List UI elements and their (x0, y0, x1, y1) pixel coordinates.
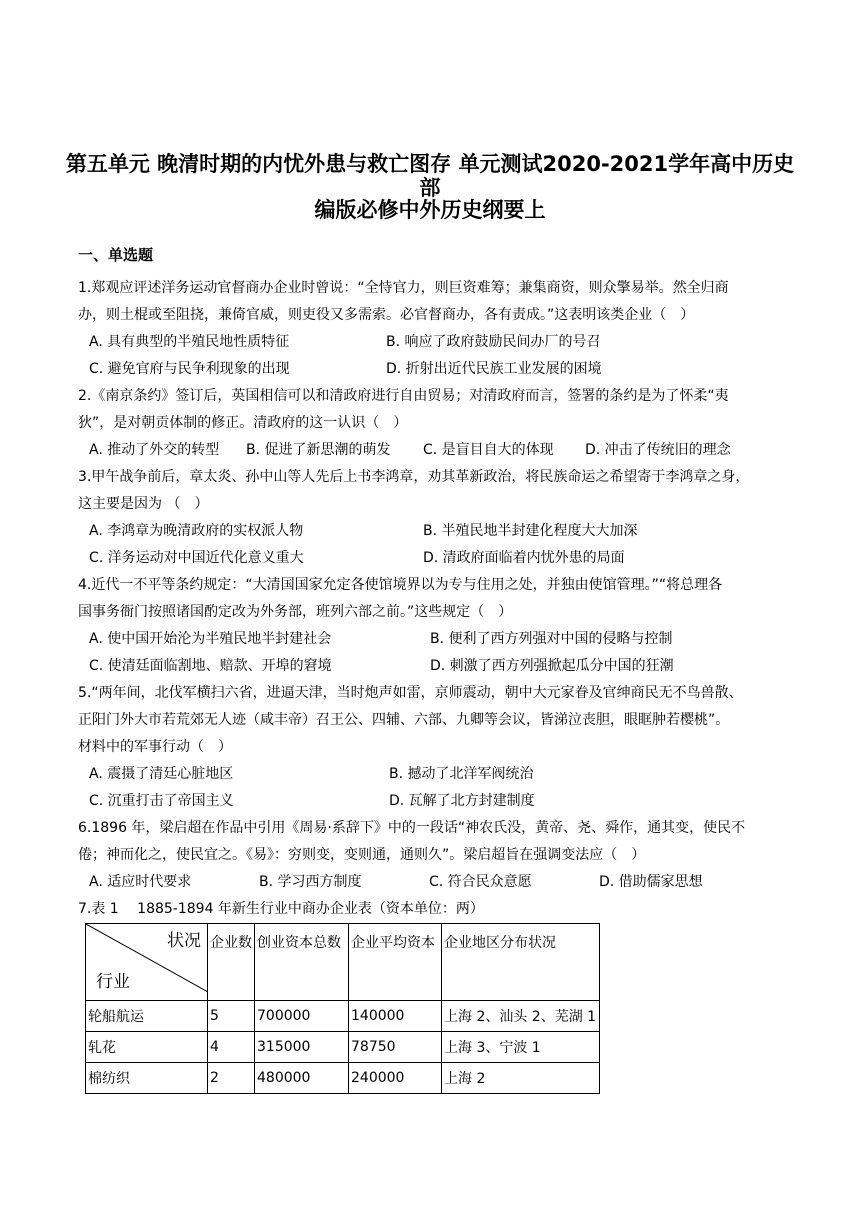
question-1-line-2: 办，则土棍或至阻挠，兼倚官威，则吏役又多需索。必官督商办，各有责成。”这表明该类企业（ ） (78, 307, 695, 323)
question-1-option-a[interactable]: A. 具有典型的半殖民地性质特征 (89, 334, 290, 350)
question-6-line-2: 倦；神而化之，使民宜之。《易》：穷则变，变则通，通则久”。梁启超旨在强调变法应（ ） (78, 847, 646, 863)
question-5-option-a[interactable]: A. 震摄了清廷心脏地区 (89, 766, 234, 782)
table-row (86, 1063, 600, 1094)
question-6-option-a[interactable]: A. 适应时代要求 (89, 874, 192, 890)
question-5-line-3: 材料中的军事行动（ ） (78, 739, 232, 755)
table-header-cell: 企业数 (208, 924, 255, 1001)
enterprise-table (85, 923, 600, 1094)
question-1-option-b[interactable]: B. 响应了政府鼓励民间办厂的号召 (386, 334, 601, 350)
table-cell: 240000 (349, 1063, 442, 1094)
table-cell: 480000 (255, 1063, 349, 1094)
question-7-line-1: 7.表 1 1885-1894 年新生行业中商办企业表（资本单位：两） (78, 901, 484, 917)
question-5-option-c[interactable]: C. 沉重打击了帝国主义 (89, 793, 234, 809)
question-1-line-1: 1.郑观应评述洋务运动官督商办企业时曾说：“全恃官力，则巨资难筹；兼集商资，则众擎易举。然全归商 (78, 280, 729, 296)
table-cell: 2 (208, 1063, 255, 1094)
question-6-option-b[interactable]: B. 学习西方制度 (259, 874, 362, 890)
table-header-cell: 创业资本总数 (255, 924, 349, 1001)
table-cell: 700000 (255, 1001, 349, 1032)
table-cell: 315000 (255, 1032, 349, 1063)
question-2-option-b[interactable]: B. 促进了新思潮的萌发 (246, 442, 391, 458)
question-2-option-d[interactable]: D. 冲击了传统旧的理念 (585, 442, 731, 458)
question-4-option-d[interactable]: D. 刺激了西方列强掀起瓜分中国的狂潮 (430, 658, 674, 674)
question-3-line-1: 3.甲午战争前后，章太炎、孙中山等人先后上书李鸿章，劝其革新政治，将民族命运之希望寄于李鸿章之身， (78, 469, 750, 485)
question-3-option-a[interactable]: A. 李鸿章为晚清政府的实权派人物 (89, 523, 304, 539)
question-1-option-c[interactable]: C. 避免官府与民争利现象的出现 (89, 361, 290, 377)
question-5-line-1: 5.“两年间，北伐军横扫六省，进逼天津，当时炮声如雷，京师震动，朝中大元家眷及官绅商民无不鸟兽散、 (78, 685, 743, 701)
table-cell: 上海 2 (442, 1063, 600, 1094)
question-3-option-c[interactable]: C. 洋务运动对中国近代化意义重大 (89, 550, 304, 566)
table-row (86, 1032, 600, 1063)
question-3-option-d[interactable]: D. 清政府面临着内忧外患的局面 (423, 550, 625, 566)
table-cell: 轧花 (86, 1032, 208, 1063)
question-4-line-2: 国事务衙门按照诸国酌定改为外务部，班列六部之前。”这些规定（ ） (78, 604, 513, 620)
table-corner-cell (86, 924, 208, 1001)
corner-label-status: 状况 (167, 931, 201, 951)
question-2-option-a[interactable]: A. 推动了外交的转型 (89, 442, 220, 458)
question-4-option-b[interactable]: B. 便利了西方列强对中国的侵略与控制 (430, 631, 673, 647)
table-cell: 棉纺织 (86, 1063, 208, 1094)
question-4-option-c[interactable]: C. 使清廷面临割地、赔款、开埠的窘境 (89, 658, 332, 674)
question-1-option-d[interactable]: D. 折射出近代民族工业发展的困境 (386, 361, 602, 377)
question-4-option-a[interactable]: A. 使中国开始沦为半殖民地半封建社会 (89, 631, 332, 647)
question-5-line-2: 正阳门外大市若荒郊无人迹（咸丰帝）召王公、四辅、六部、九卿等会议，皆涕泣丧胆，眼眶肿若樱桃”。 (78, 712, 730, 728)
table-row (86, 1001, 600, 1032)
table-header-row (86, 924, 600, 1001)
table-cell: 上海 2、汕头 2、芜湖 1 (442, 1001, 600, 1032)
table-cell: 140000 (349, 1001, 442, 1032)
table-cell: 78750 (349, 1032, 442, 1063)
table-cell: 5 (208, 1001, 255, 1032)
table-header-cell: 企业地区分布状况 (442, 924, 600, 1001)
question-6-line-1: 6.1896 年，梁启超在作品中引用《周易·系辞下》中的一段话“神农氏没，黄帝、尧、舜作，通其变，使民不 (78, 820, 746, 836)
page-title-line-1: 第五单元 晚清时期的内忧外患与救亡图存 单元测试2020-2021学年高中历史部 (65, 152, 795, 200)
question-6-option-c[interactable]: C. 符合民众意愿 (429, 874, 532, 890)
page-title-line-2: 编版必修中外历史纲要上 (314, 198, 546, 222)
question-4-line-1: 4.近代一不平等条约规定：“大清国国家允定各使馆境界以为专与住用之处，并独由使馆管理。”“将总理各 (78, 577, 723, 593)
question-2-line-2: 狄”，是对朝贡体制的修正。清政府的这一认识（ ） (78, 415, 408, 431)
question-5-option-d[interactable]: D. 瓦解了北方封建制度 (389, 793, 535, 809)
question-5-option-b[interactable]: B. 撼动了北洋军阀统治 (389, 766, 534, 782)
table-cell: 上海 3、宁波 1 (442, 1032, 600, 1063)
question-2-line-1: 2.《南京条约》签订后，英国相信可以和清政府进行自由贸易；对清政府而言，签署的条约是为了怀柔“夷 (78, 388, 729, 404)
question-3-line-2: 这主要是因为 （ ） (78, 496, 209, 512)
table-cell: 4 (208, 1032, 255, 1063)
question-6-option-d[interactable]: D. 借助儒家思想 (599, 874, 703, 890)
table-header-cell: 企业平均资本 (349, 924, 442, 1001)
question-2-option-c[interactable]: C. 是盲目自大的体现 (423, 442, 554, 458)
table-cell: 轮船航运 (86, 1001, 208, 1032)
question-3-option-b[interactable]: B. 半殖民地半封建化程度大大加深 (423, 523, 638, 539)
section-heading: 一、单选题 (78, 246, 154, 264)
corner-label-industry: 行业 (96, 972, 130, 992)
